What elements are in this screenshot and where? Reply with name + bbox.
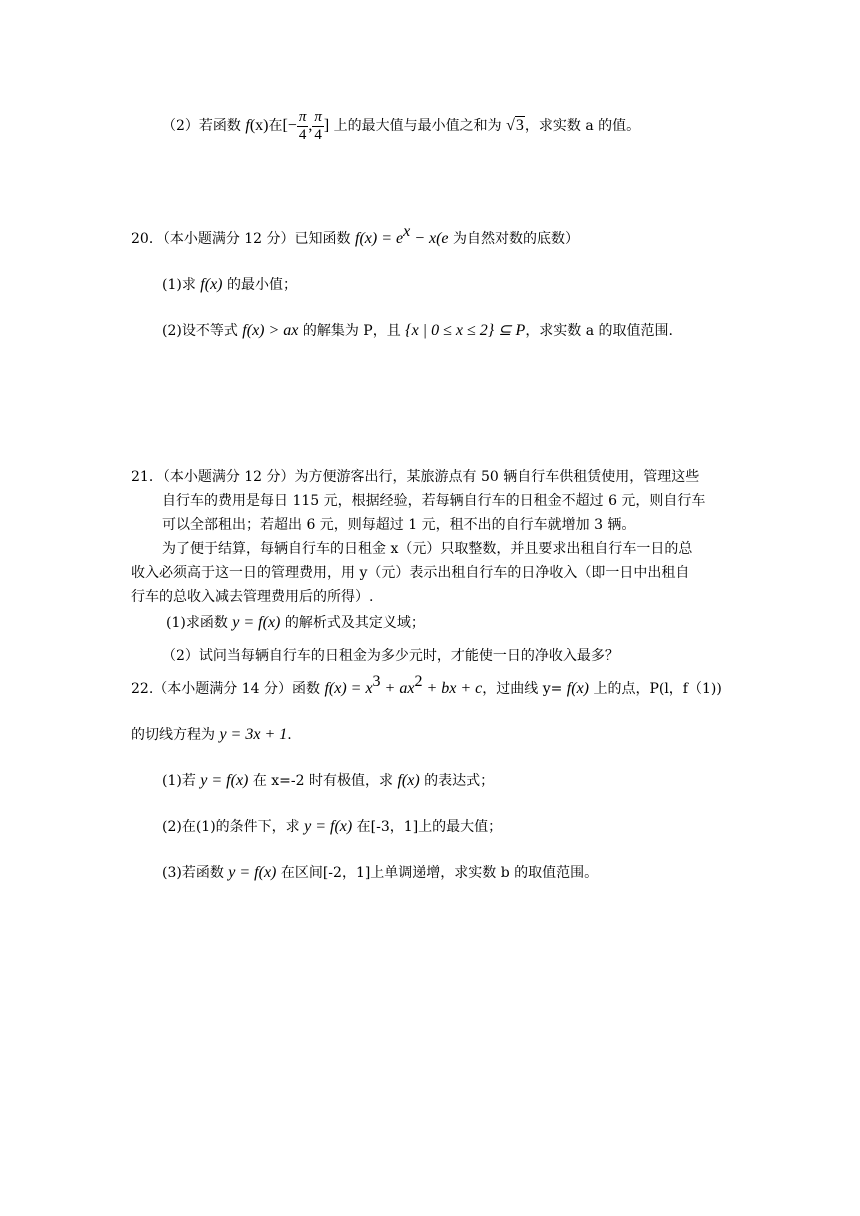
q19-frac-1 xyxy=(297,109,309,144)
q19-frac-2 xyxy=(312,109,324,144)
q19-part2 xyxy=(162,108,640,144)
q22-line2-formula: y = 3x + 1 xyxy=(219,726,288,743)
q22-p2-formula: y = f(x) xyxy=(304,818,353,835)
q22-p1-lead: (1)若 xyxy=(162,773,201,789)
q19-part2-lead: （2）若函数 xyxy=(162,118,246,134)
q19-comma: , xyxy=(308,117,313,134)
q22-p3-lead: (3)若函数 xyxy=(162,865,229,881)
q22-part3 xyxy=(162,863,598,883)
q20-formula-c: − x(e xyxy=(410,230,449,247)
q21-line-2: 自行车的费用是每日 115 元，根据经验，若每辆自行车的日租金不超过 6 元，则自行车 xyxy=(162,493,706,509)
q20-tail: 为自然对数的底数） xyxy=(448,231,579,247)
q21-p1-formula: y = f(x) xyxy=(232,614,281,631)
q22-mid-tail: 上的点，P(l，f（1)) xyxy=(589,681,722,697)
q22-p1-mid: 在 x=-2 时有极值，求 xyxy=(248,773,398,789)
q19-tail: ，求实数 a 的值。 xyxy=(524,118,641,134)
q20-head: 20．（本小题满分 12 分）已知函数 xyxy=(131,231,355,247)
q22-line2-lead: 的切线方程为 xyxy=(131,727,220,743)
q20-p2-set: {x | 0 ≤ x ≤ 2} ⊆ P xyxy=(405,322,526,339)
q21-line-3: 可以全部租出；若超出 6 元，则每超过 1 元，租不出的自行车就增加 3 辆。 xyxy=(162,517,636,533)
q22-exp2: 2 xyxy=(414,673,423,690)
q19-interval-close: ] xyxy=(323,117,330,134)
q19-frac-2-num: π xyxy=(314,108,322,125)
q20-part2 xyxy=(162,321,673,341)
q20-p2-f: f xyxy=(242,322,247,339)
q22-heading xyxy=(131,673,722,699)
q22-formula-c: + bx + c xyxy=(422,680,483,697)
q19-x: (x) xyxy=(249,117,269,134)
q22-p3-tail: 在区间[-2，1]上单调递增，求实数 b 的取值范围。 xyxy=(276,865,599,881)
q22-mid: ，过曲线 y= xyxy=(482,681,567,697)
q20-heading xyxy=(131,223,579,249)
q20-part1 xyxy=(162,275,297,295)
q21-line-5: 收入必须高于这一日的管理费用，用 y（元）表示出租自行车的日净收入（即一日中出租自 xyxy=(131,565,690,581)
q22-formula-a: f(x) = x xyxy=(324,680,373,697)
q22-p2-lead: (2)在(1)的条件下，求 xyxy=(162,819,305,835)
q22-part1 xyxy=(162,771,494,791)
q21-p1-lead: (1)求函数 xyxy=(166,615,233,631)
q19-frac-2-den: 4 xyxy=(314,126,322,143)
q22-formula-b: + ax xyxy=(380,680,415,697)
q19-interval-open: [− xyxy=(282,117,297,134)
q21-p1-tail: 的解析式及其定义域； xyxy=(280,615,425,631)
q21-line-1: 21．（本小题满分 12 分）为方便游客出行，某旅游点有 50 辆自行车供租赁使用，管理这些 xyxy=(131,469,700,485)
q21-line-4: 为了便于结算，每辆自行车的日租金 x（元）只取整数，并且要求出租自行车一日的总 xyxy=(162,541,693,557)
q22-p1-f: f(x) xyxy=(397,772,420,789)
q19-f: f xyxy=(245,117,250,134)
q20-p1-tail: 的最小值； xyxy=(222,277,297,293)
q19-sqrt xyxy=(506,116,525,134)
q20-p2-mid: 的解集为 P，且 xyxy=(298,323,406,339)
q20-formula-f: f xyxy=(354,230,360,247)
q22-mid-f: f(x) xyxy=(566,680,589,697)
q20-p1-f: f xyxy=(200,276,205,293)
q22-p2-tail: 在[-3，1]上的最大值； xyxy=(352,819,503,835)
q19-mid: 上的最大值与最小值之和为 xyxy=(329,118,507,134)
q20-exp: x xyxy=(403,223,411,240)
q21-line-6: 行车的总收入减去管理费用后的所得）. xyxy=(131,589,374,605)
q20-formula-b: (x) = e xyxy=(359,230,404,247)
q20-p2-tail: ，求实数 a 的取值范围. xyxy=(525,323,674,339)
q20-p2-lead: (2)设不等式 xyxy=(162,323,243,339)
q19-zai: 在 xyxy=(268,118,283,134)
q22-part2 xyxy=(162,817,502,837)
q22-p1-formula: y = f(x) xyxy=(200,772,249,789)
q21-part1 xyxy=(166,613,425,633)
q20-p1-x: (x) xyxy=(204,276,223,293)
q22-p1-tail: 的表达式； xyxy=(419,773,495,789)
q22-line-2 xyxy=(131,725,292,745)
q20-p2-x: (x) > ax xyxy=(246,322,299,339)
q22-line2-tail: . xyxy=(287,727,292,743)
q22-head: 22.（本小题满分 14 分）函数 xyxy=(131,681,325,697)
q19-sqrt-sign: √ xyxy=(506,117,515,134)
q20-p1-lead: (1)求 xyxy=(162,277,201,293)
q19-frac-1-num: π xyxy=(298,108,307,125)
q22-exp3: 3 xyxy=(372,673,381,690)
q21-part2: （2）试问当每辆自行车的日租金为多少元时，才能使一日的净收入最多？ xyxy=(162,648,619,664)
q22-p3-formula: y = f(x) xyxy=(228,864,277,881)
q19-frac-1-den: 4 xyxy=(298,126,307,143)
q19-sqrt-value: 3 xyxy=(515,117,524,134)
